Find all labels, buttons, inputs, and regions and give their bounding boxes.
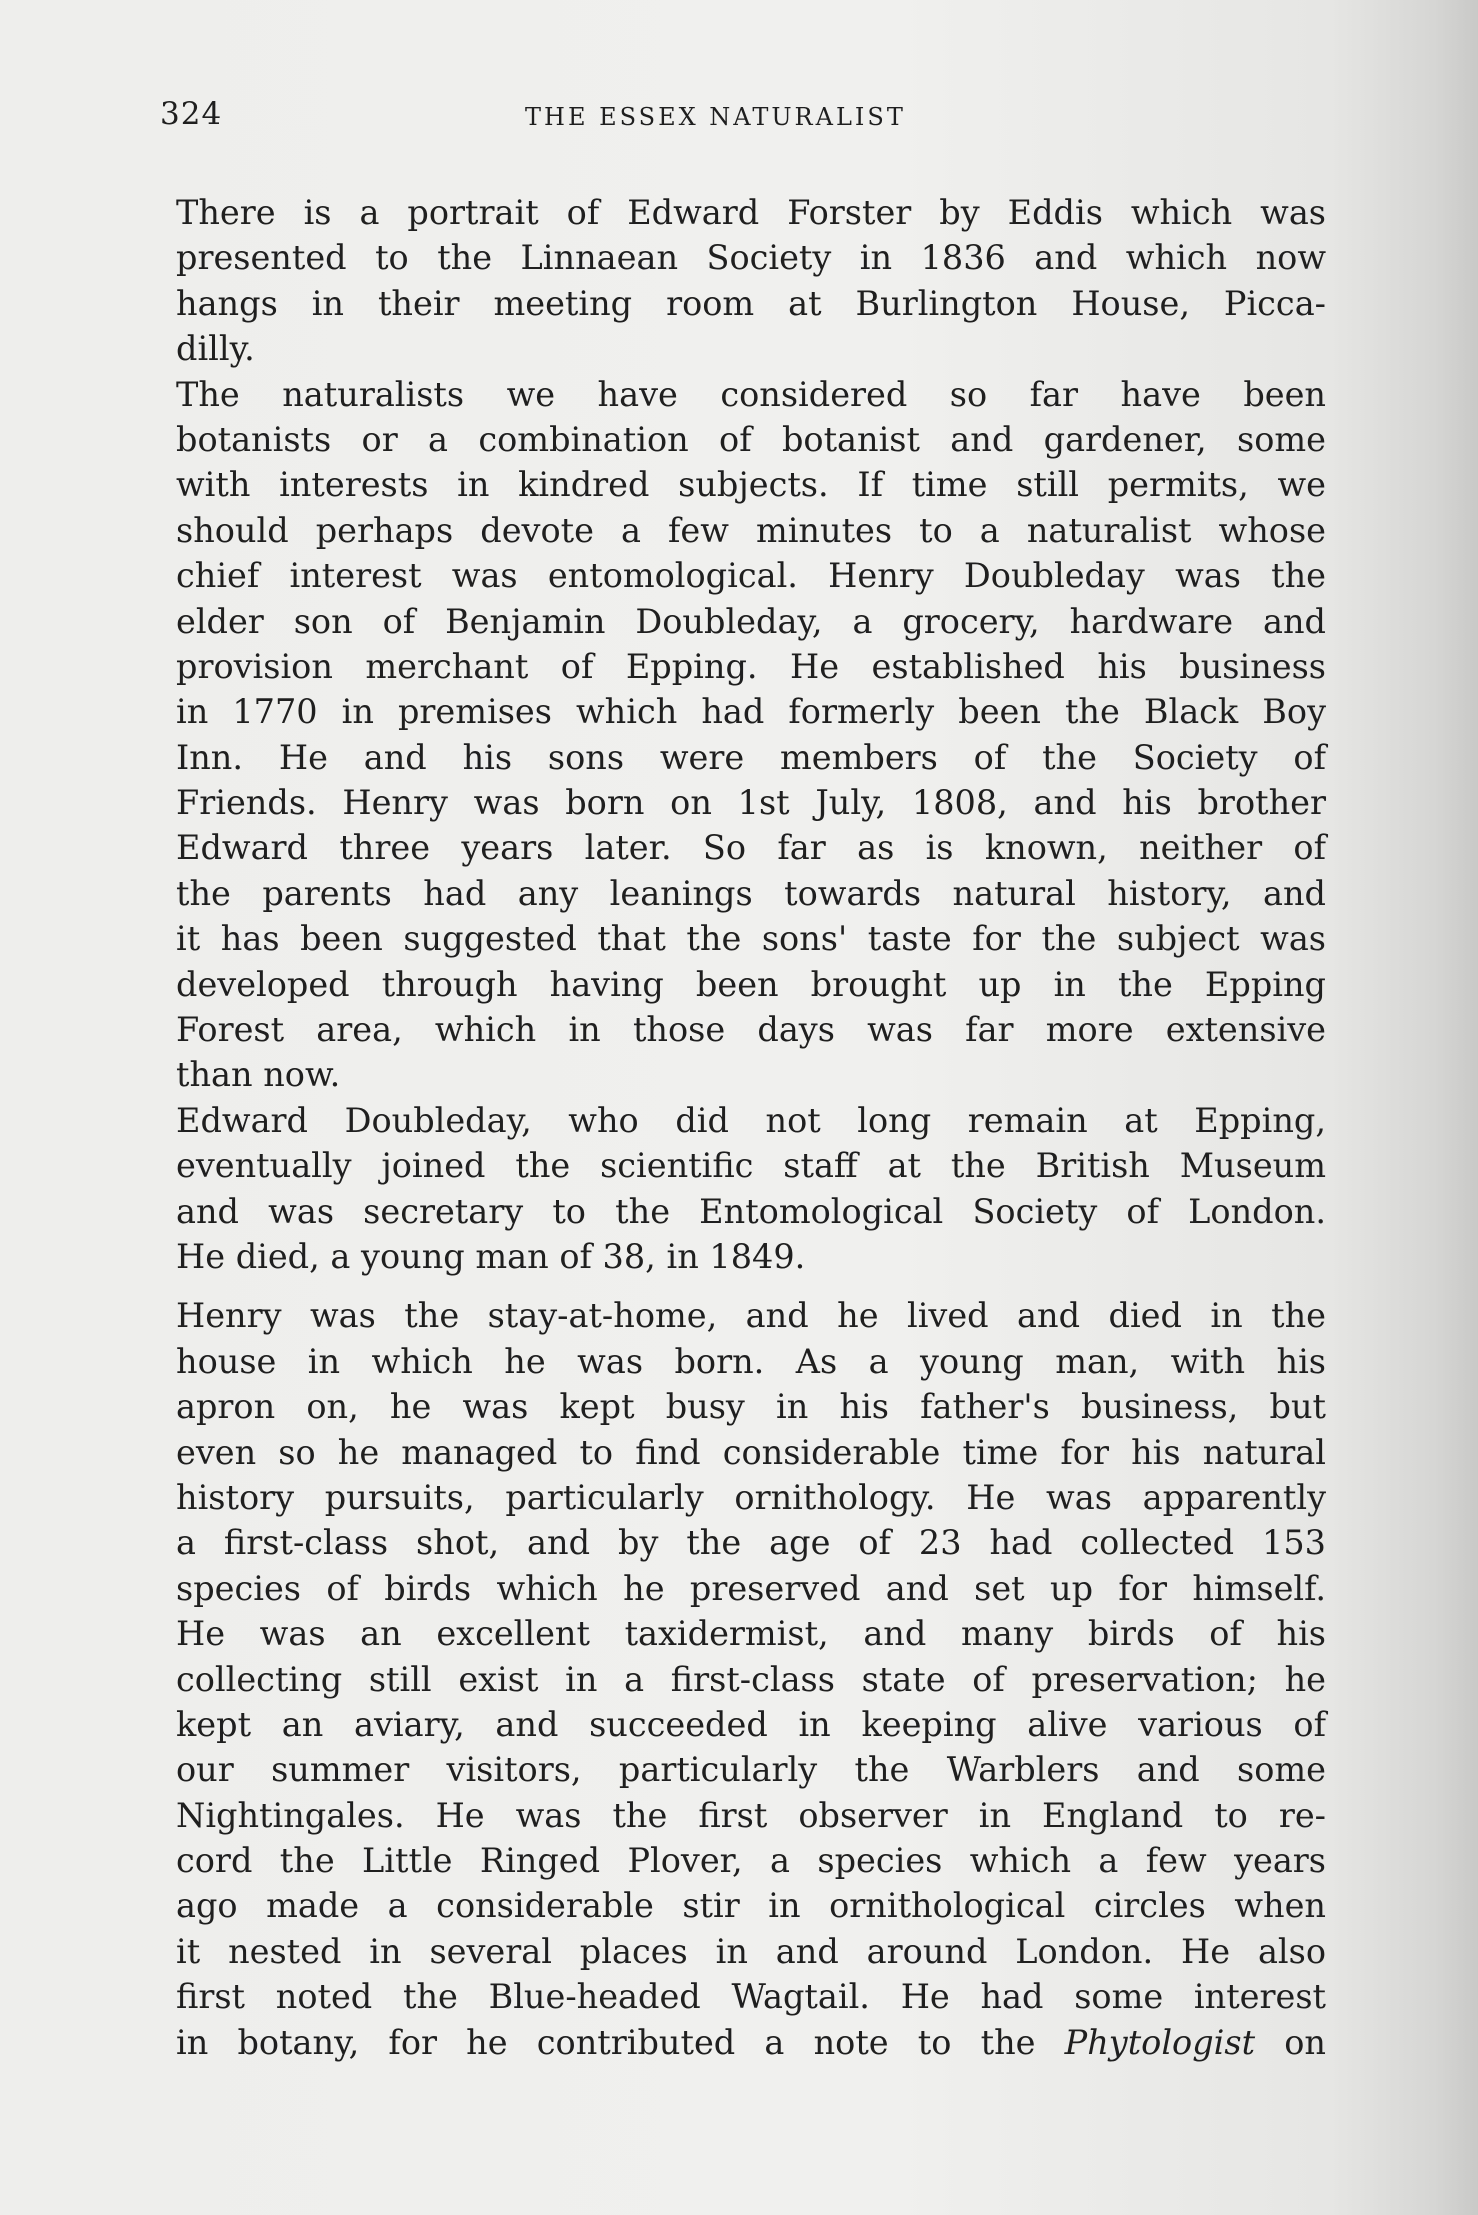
text-line: apron on, he was kept busy in his father's business, but	[176, 1387, 1326, 1427]
final-line-start: in botany, for he contributed a note to the	[176, 2022, 1065, 2062]
text-line: kept an aviary, and succeeded in keeping alive various of	[176, 1704, 1326, 1744]
text-line: Friends. Henry was born on 1st July, 1808, and his brother	[176, 783, 1326, 823]
text-line: There is a portrait of Edward Forster by Eddis which was	[176, 193, 1326, 232]
text-line: dilly.	[176, 329, 255, 369]
text-line-final	[176, 2020, 1326, 2065]
text-line: elder son of Benjamin Doubleday, a grocery, hardware and	[176, 601, 1326, 641]
text-line: Henry was the stay-at-home, and he lived and died in the	[176, 1296, 1326, 1336]
text-line: Edward Doubleday, who did not long remain at Epping,	[176, 1100, 1326, 1140]
text-line: hangs in their meeting room at Burlington House, Picca-	[176, 283, 1326, 323]
text-line: presented to the Linnaean Society in 1836 and which now	[176, 238, 1326, 278]
page-number: 324	[160, 96, 223, 132]
text-line: The naturalists we have considered so far have been	[176, 374, 1326, 414]
running-head	[160, 96, 980, 136]
text-line: species of birds which he preserved and set up for himself.	[176, 1568, 1326, 1608]
text-line: Nightingales. He was the first observer in England to re-	[176, 1795, 1326, 1835]
body-text	[176, 190, 1326, 2065]
journal-title: Phytologist	[1064, 2022, 1256, 2062]
text-line: collecting still exist in a first-class state of preservation; he	[176, 1659, 1326, 1699]
text-line: with interests in kindred subjects. If time still permits, we	[176, 465, 1326, 505]
text-line: cord the Little Ringed Plover, a species which a few years	[176, 1841, 1326, 1881]
text-line: our summer visitors, particularly the Warblers and some	[176, 1750, 1326, 1790]
text-line: Edward three years later. So far as is known, neither of	[176, 828, 1326, 868]
text-line: eventually joined the scientific staff at the British Museum	[176, 1146, 1326, 1186]
paragraph-gap	[176, 1279, 1326, 1293]
text-line: a first-class shot, and by the age of 23 had collected 153	[176, 1523, 1326, 1563]
text-line: first noted the Blue-headed Wagtail. He had some interest	[176, 1977, 1326, 2017]
text-line: in 1770 in premises which had formerly been the Black Boy	[176, 692, 1326, 732]
text-line: He was an excellent taxidermist, and many birds of his	[176, 1614, 1326, 1654]
text-line: Forest area, which in those days was far more extensive	[176, 1010, 1326, 1050]
text-line: should perhaps devote a few minutes to a naturalist whose	[176, 510, 1326, 550]
text-line: and was secretary to the Entomological Society of London.	[176, 1191, 1326, 1231]
text-line: it has been suggested that the sons' taste for the subject was	[176, 919, 1326, 959]
text-line: developed through having been brought up in the Epping	[176, 964, 1326, 1004]
running-title: THE ESSEX NATURALIST	[525, 103, 906, 131]
text-line: it nested in several places in and around London. He also	[176, 1931, 1326, 1971]
text-line: history pursuits, particularly ornithology. He was apparently	[176, 1477, 1326, 1517]
text-line: than now.	[176, 1055, 341, 1095]
text-line: house in which he was born. As a young man, with his	[176, 1341, 1326, 1381]
text-line: chief interest was entomological. Henry Doubleday was the	[176, 556, 1326, 596]
text-line: the parents had any leanings towards natural history, and	[176, 873, 1326, 913]
text-line: botanists or a combination of botanist and gardener, some	[176, 419, 1326, 459]
text-line: provision merchant of Epping. He established his business	[176, 646, 1326, 686]
text-line: even so he managed to find considerable time for his natural	[176, 1432, 1326, 1472]
text-line: Inn. He and his sons were members of the Society of	[176, 737, 1326, 777]
text-line: He died, a young man of 38, in 1849.	[176, 1236, 806, 1276]
text-line: ago made a considerable stir in ornithological circles when	[176, 1886, 1326, 1926]
final-line-end: on	[1255, 2022, 1326, 2062]
